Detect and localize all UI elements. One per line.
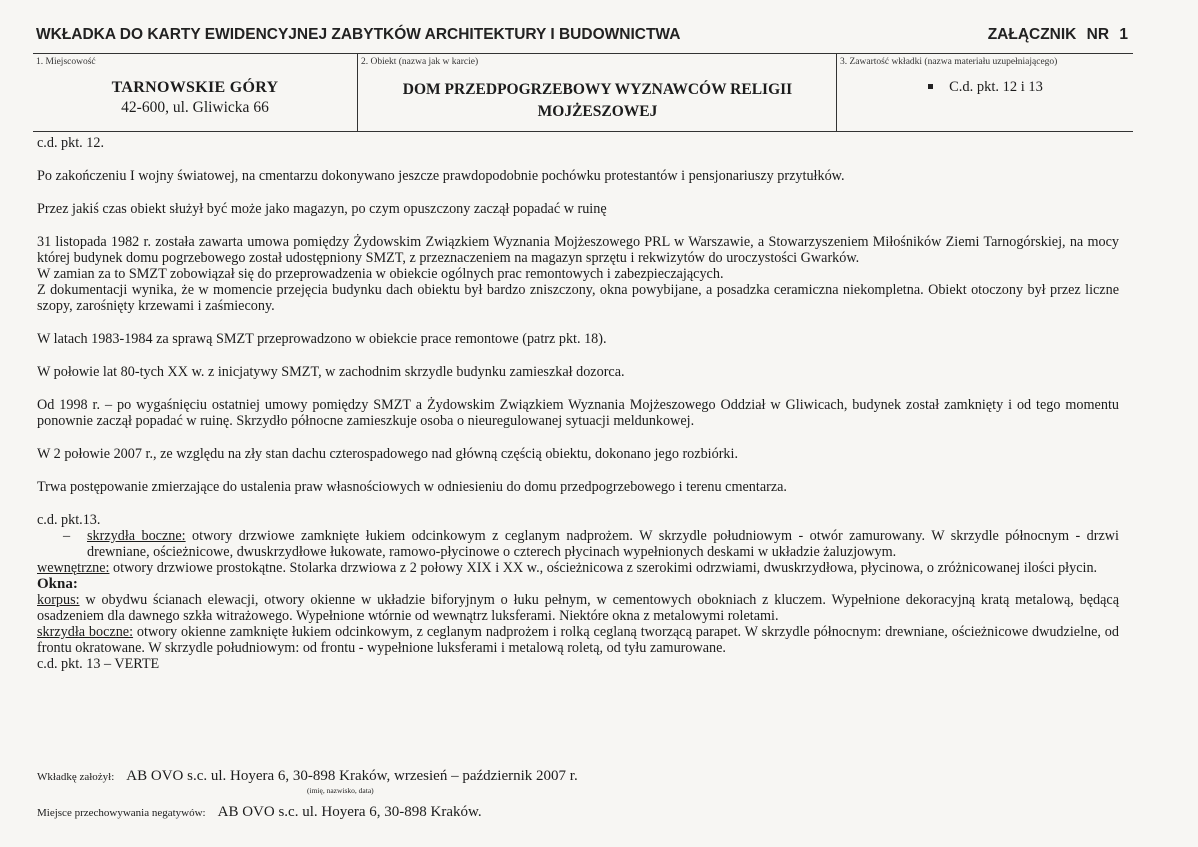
paragraph: W 2 połowie 2007 r., ze względu na zły stan dachu czterospadowego nad główną częścią obiektu, dokonano jego rozbiórki. (37, 446, 739, 462)
table-divider-2 (836, 54, 837, 131)
side-wings-label: skrzydła boczne: (87, 528, 186, 544)
locality-cell (33, 78, 357, 118)
town-address: 42-600, ul. Gliwicka 66 (121, 99, 269, 116)
paragraph: Z dokumentacji wynika, że w momencie przejęcia budynku dach obiektu był bardzo zniszczony, okna powybijane, a posadzka ceramiczna niekompletna. Obiekt otoczony był przez liczne szopy, zarośnięty krzewami i zaśmiecony. (37, 282, 1119, 314)
contents-cell (838, 79, 1133, 96)
object-label: 2. Obiekt (nazwa jak w karcie) (361, 57, 479, 67)
paragraph: W latach 1983-1984 za sprawą SMZT przeprowadzono w obiekcie prace remontowe (patrz pkt. 18). (37, 331, 607, 347)
side-wings-windows-label: skrzydła boczne: (37, 624, 134, 640)
form-header (36, 26, 1128, 44)
list-item (37, 528, 1119, 560)
paragraph: 31 listopada 1982 r. została zawarta umowa pomiędzy Żydowskim Związkiem Wyznania Mojżeszowego PRL w Warszawie, a Stowarzyszeniem Miłośników Ziemi Tarnogórskiej, na mocy której budynek domu pogrzebowego został udostępniony SMZT, z przeznaczeniem na magazyn sprzętu i rekwizytów do uroczystości Gwarków. (37, 234, 1119, 266)
body-windows-text: w obydwu ścianach elewacji, otwory okienne w układzie biforyjnym o łuku pełnym, w cementowych obokniach z kluczem. Wypełnione dekoracyjną kratą metalową, będącą osadzeniem dla dawnego szkła witrażowego. Wypełnione wtórnie od wewnątrz luksferami. Niektóre okna z metalowymi roletami. (37, 592, 1119, 624)
table-top-rule (33, 53, 1133, 54)
side-wings-text: otwory drzwiowe zamknięte łukiem odcinkowym z ceglanym nadprożem. W skrzydle południowym - otwór zamurowany. W skrzydle północnym - drzwi drewniane, ościeżnicowe, dwuskrzydłowe łukowate, ramowo-płycinowe o czterech płycinach wypełnionych deskami w układzie żaluzjowym. (87, 528, 1119, 560)
storage-value: AB OVO s.c. ul. Hoyera 6, 30-898 Kraków. (217, 804, 482, 820)
contents-label: 3. Zawartość wkładki (nazwa materiału uzupełniającego) (840, 57, 1058, 67)
side-wings-windows-text: otwory okienne zamknięte łukiem odcinkowym, z ceglanym nadprożem i rolką ceglaną tworzącą parapet. W skrzydle północnym: drewniane, ościeżnicowe dwudzielne, od frontu okratowane. W skrzydle południowym: od frontu - wypełnione luksferami i metalową roletą, od tyłu zamurowane. (37, 624, 1119, 656)
storage-label: Miejsce przechowywania negatywów: (37, 807, 206, 819)
section-ref-12: c.d. pkt. 12. (37, 135, 104, 151)
locality-label: 1. Miejscowość (36, 57, 96, 67)
body-label: korpus: (37, 592, 80, 608)
founder-line (37, 768, 578, 795)
document-body (37, 135, 1119, 672)
founder-label: Wkładkę założył: (37, 771, 115, 783)
paragraph: Od 1998 r. – po wygaśnięciu ostatniej umowy pomiędzy SMZT a Żydowskim Związkiem Wyznania Mojżeszowego Oddział w Gliwicach, budynek został zamknięty i od tego momentu ponownie zaczął popadać w ruinę. Skrzydło północne zamieszkuje osoba o nieuregulowanej sytuacji meldunkowej. (37, 397, 1119, 429)
founder-caption: (imię, nazwisko, data) (307, 786, 374, 795)
paragraph: Trwa postępowanie zmierzające do ustalenia praw własnościowych w odniesieniu do domu przedpogrzebowego i terenu cmentarza. (37, 479, 787, 495)
bullet-icon (928, 84, 933, 89)
list-item (37, 592, 1119, 624)
list-item (37, 560, 1119, 576)
object-cell (359, 79, 836, 123)
storage-line (37, 804, 482, 821)
table-bottom-rule (33, 131, 1133, 132)
contents-value: C.d. pkt. 12 i 13 (949, 79, 1043, 95)
section-ref-13: c.d. pkt.13. (37, 512, 101, 528)
windows-heading: Okna: (37, 576, 78, 592)
object-name-line2: MOJŻESZOWEJ (537, 103, 658, 120)
town-name: TARNOWSKIE GÓRY (111, 79, 279, 96)
paragraph: Po zakończeniu I wojny światowej, na cmentarzu dokonywano jeszcze prawdopodobnie pochówku protestantów i pensjonariuszy przytułków. (37, 168, 845, 184)
dash-marker: – (63, 528, 71, 544)
paragraph: W połowie lat 80-tych XX w. z inicjatywy SMZT, w zachodnim skrzydle budynku zamieszkał dozorca. (37, 364, 625, 380)
paragraph: Przez jakiś czas obiekt służył być może jako magazyn, po czym opuszczony zaczął popadać w ruinę (37, 201, 607, 217)
attachment-number: ZAŁĄCZNIK NR 1 (987, 26, 1128, 43)
inner-text: otwory drzwiowe prostokątne. Stolarka drzwiowa z 2 połowy XIX i XX w., ościeżnicowa z szerokimi odrzwiami, dwuskrzydłowa, płycinowa, o zróżnicowanej ilości płycin. (109, 560, 1098, 576)
founder-value: AB OVO s.c. ul. Hoyera 6, 30-898 Kraków, wrzesień – październik 2007 r. (126, 768, 578, 784)
list-item (37, 624, 1119, 656)
paragraph: W zamian za to SMZT zobowiązał się do przeprowadzenia w obiekcie ogólnych prac remontowych i zabezpieczających. (37, 266, 724, 282)
table-divider-1 (357, 54, 358, 131)
inner-label: wewnętrzne: (37, 560, 110, 576)
object-name-line1: DOM PRZEDPOGRZEBOWY WYZNAWCÓW RELIGII (402, 81, 793, 98)
continuation-note: c.d. pkt. 13 – VERTE (37, 656, 160, 672)
form-title: WKŁADKA DO KARTY EWIDENCYJNEJ ZABYTKÓW ARCHITEKTURY I BUDOWNICTWA (36, 26, 681, 43)
